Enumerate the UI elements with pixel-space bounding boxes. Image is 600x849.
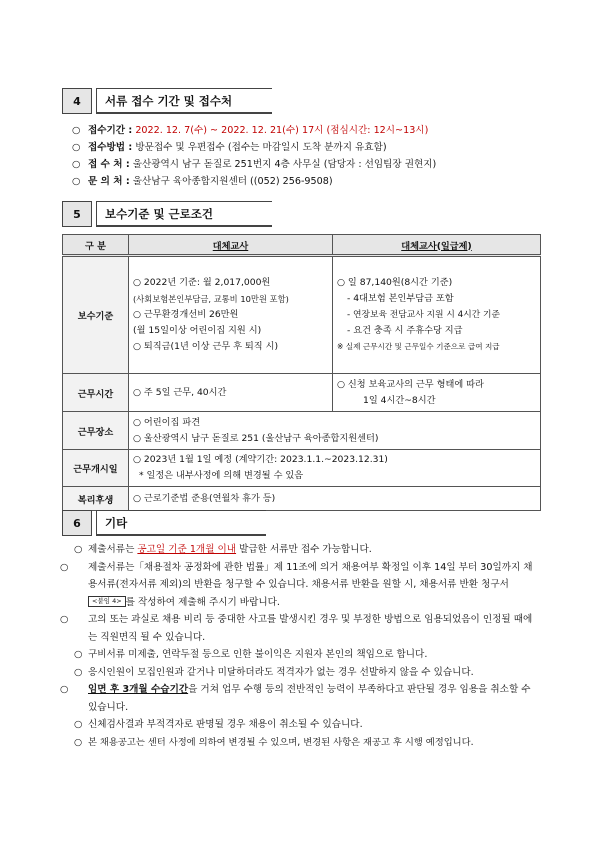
table-row-place <box>63 412 541 450</box>
section-4-title: 서류 접수 기간 및 접수처 <box>96 88 272 114</box>
hours-substitute: ○ 주 5일 근무, 40시간 <box>129 374 333 412</box>
row-head-welfare: 복리후생 <box>63 487 129 511</box>
item-method: ○ 접수방법 : 방문접수 및 우편접수 (접수는 마감일시 도착 분까지 유효함) <box>72 142 387 153</box>
row-head-start: 근무개시일 <box>63 450 129 487</box>
section-6-notes <box>60 541 540 751</box>
conditions-table <box>62 234 541 511</box>
row-head-hours: 근무시간 <box>63 374 129 412</box>
section-4-header <box>62 88 272 114</box>
section-5-number: 5 <box>62 201 92 227</box>
note-5: ○ 응시인원이 모집인원과 같거나 미달하더라도 적격자가 없는 경우 선발하지 않을 수 있습니다. <box>74 666 474 678</box>
note-4: ○ 구비서류 미제출, 연락두절 등으로 인한 불이익은 지원자 본인의 책임으로 합니다. <box>74 649 428 660</box>
item-place: ○ 접 수 처 : 울산광역시 남구 돋질로 251번지 4층 사무실 (담당자 : 선임팀장 권현지) <box>72 159 437 170</box>
note-3: ○ 고의 또는 과실로 채용 비리 등 중대한 사고를 발생시킨 경우 및 부정한 방법으로 임용되었음이 인정될 때에는 직원면직 될 수 있습니다. <box>60 614 533 643</box>
note-1-highlight: 공고일 기준 1개월 이내 <box>137 544 237 555</box>
section-4-number: 4 <box>62 88 92 114</box>
section-5-title: 보수기준 및 근로조건 <box>96 201 272 227</box>
period-value: 2022. 12. 7(수) ~ 2022. 12. 21(수) 17시 (점심시간: 12시~13시) <box>135 125 429 136</box>
pay-substitute: ○ 2022년 기준: 월 2,017,000원 (사회보험본인부담금, 교통비 10만원 포함) ○ 근무환경개선비 26만원 (월 15일이상 어린이집 지원 시) ○ 퇴직금(1년 이상 근무 후 퇴직 시) <box>129 256 333 374</box>
header-substitute: 대체교사 <box>129 235 333 256</box>
note-8: ○ 본 채용공고는 센터 사정에 의하여 변경될 수 있으며, 변경된 사항은 재공고 후 시행 예정입니다. <box>74 736 474 748</box>
row-head-place: 근무장소 <box>63 412 129 450</box>
welfare-value: ○ 근로기준법 준용(연월차 휴가 등) <box>129 487 541 511</box>
table-row-pay <box>63 256 541 374</box>
note-6: ○ 임면 후 3개월 수습기간을 거쳐 업무 수행 등의 전반적인 능력이 부족하다고 판단될 경우 임용을 취소할 수 있습니다. <box>60 684 531 713</box>
note-7: ○ 신체검사결과 부적격자로 판명될 경우 채용이 취소될 수 있습니다. <box>74 719 363 730</box>
probation-highlight: 임면 후 3개월 수습기간 <box>88 684 189 695</box>
attachment-4-tag: <붙임 4> <box>88 596 126 607</box>
header-category: 구 분 <box>63 235 129 256</box>
table-header-row <box>63 235 541 256</box>
row-head-pay: 보수기준 <box>63 256 129 374</box>
note-1: ○ 제출서류는 공고일 기준 1개월 이내 발급한 서류만 접수 가능합니다. <box>74 544 372 555</box>
note-2: ○ 제출서류는「채용절차 공정화에 관한 법률」제 11조에 의거 채용여부 확정일 이후 14일 부터 30일까지 채용서류(전자서류 제외)의 반환을 청구할 수 있습니다. 채용서류 반환을 원할 시, 채용서류 반환 청구서 <붙임 4> 를 작성하여 제출해 주시기 바랍니다. <box>60 561 533 608</box>
section-4-items <box>72 122 552 190</box>
item-contact: ○ 문 의 처 : 울산남구 육아종합지원센터 ((052) 256-9508) <box>72 176 333 187</box>
section-6-title: 기타 <box>96 510 266 536</box>
start-value: ○ 2023년 1월 1일 예정 (계약기간: 2023.1.1.~2023.12.31) * 일정은 내부사정에 의해 변경될 수 있음 <box>129 450 541 487</box>
item-period: ○ 접수기간 : 2022. 12. 7(수) ~ 2022. 12. 21(수) 17시 (점심시간: 12시~13시) <box>72 125 429 136</box>
section-5-header <box>62 201 272 227</box>
section-6-header <box>62 510 266 536</box>
table-row-hours <box>63 374 541 412</box>
table-row-welfare <box>63 487 541 511</box>
hours-substitute-daily: ○ 신청 보육교사의 근무 형태에 따라 1일 4시간~8시간 <box>333 374 541 412</box>
header-substitute-daily: 대체교사(일급제) <box>333 235 541 256</box>
section-6-number: 6 <box>62 510 92 536</box>
table-row-start <box>63 450 541 487</box>
pay-substitute-daily: ○ 일 87,140원(8시간 기준) - 4대보험 본인부담금 포함 - 연장보육 전담교사 지원 시 4시간 기준 - 요건 충족 시 주휴수당 지급 ※ 실제 근무시간 및 근무일수 기준으로 급여 지급 <box>333 256 541 374</box>
place-value: ○ 어린이집 파견 ○ 울산광역시 남구 돋질로 251 (울산남구 육아종합지원센터) <box>129 412 541 450</box>
